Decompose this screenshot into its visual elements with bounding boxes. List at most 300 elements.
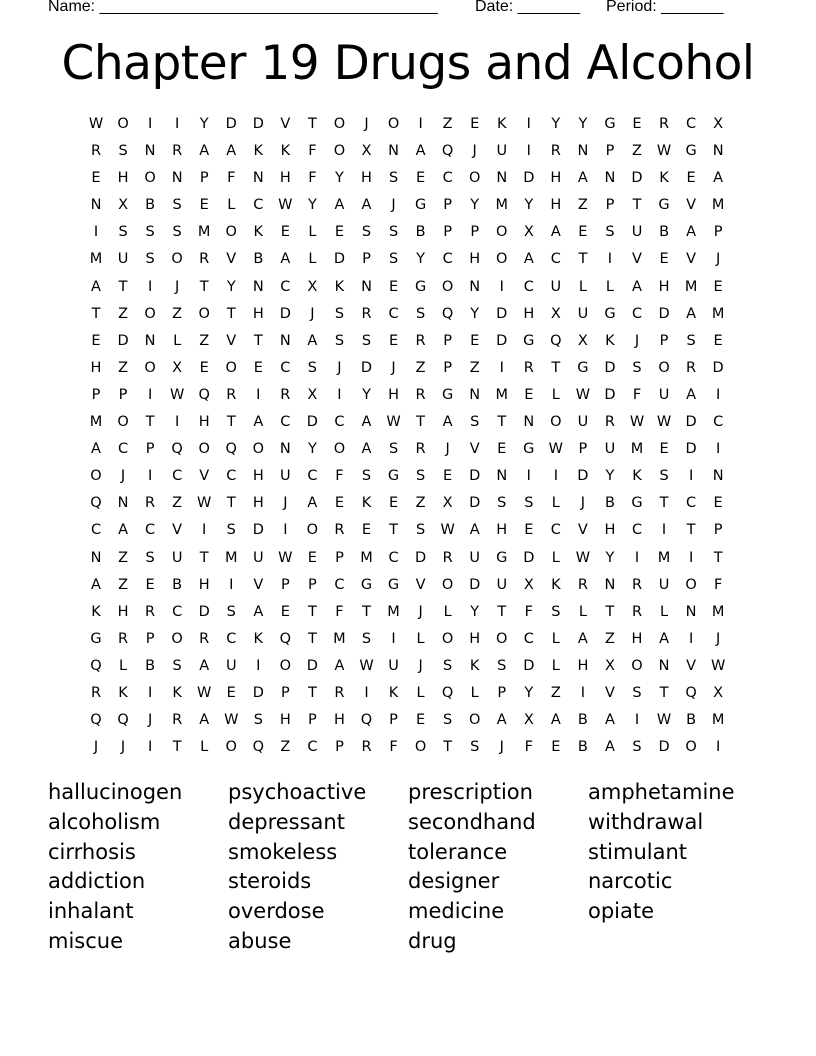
grid-letter: N bbox=[496, 170, 508, 187]
grid-letter: F bbox=[308, 143, 317, 160]
grid-letter: E bbox=[91, 332, 101, 349]
grid-row bbox=[84, 734, 744, 761]
grid-letter: O bbox=[387, 116, 400, 132]
grid-letter: I bbox=[634, 712, 640, 729]
grid-letter: H bbox=[631, 630, 643, 647]
grid-letter: N bbox=[171, 170, 183, 187]
grid-letter: G bbox=[414, 278, 427, 295]
grid-letter: Q bbox=[441, 143, 454, 160]
grid-letter: T bbox=[686, 522, 696, 539]
grid-letter: Q bbox=[225, 441, 237, 458]
word-item: abuse bbox=[228, 928, 292, 953]
grid-letter: R bbox=[442, 549, 453, 566]
grid-letter: Z bbox=[118, 305, 129, 322]
grid-letter: P bbox=[578, 441, 588, 458]
grid-letter: P bbox=[118, 386, 128, 403]
grid-letter: C bbox=[226, 630, 237, 647]
grid-letter: U bbox=[252, 549, 264, 566]
grid-letter: O bbox=[171, 630, 183, 647]
grid-letter: K bbox=[253, 630, 264, 647]
grid-letter: I bbox=[607, 251, 613, 268]
grid-letter: S bbox=[334, 305, 345, 322]
grid-letter: M bbox=[197, 224, 211, 241]
grid-letter: P bbox=[497, 684, 507, 701]
grid-letter: J bbox=[499, 739, 504, 756]
grid-letter: V bbox=[604, 684, 615, 701]
grid-letter: C bbox=[523, 630, 534, 647]
grid-letter: P bbox=[443, 197, 453, 214]
grid-letter: T bbox=[362, 603, 371, 620]
grid-letter: X bbox=[604, 657, 615, 674]
grid-letter: L bbox=[173, 332, 182, 349]
grid-letter: U bbox=[550, 278, 562, 295]
grid-letter: T bbox=[226, 305, 236, 322]
grid-letter: N bbox=[90, 549, 102, 566]
grid-row bbox=[84, 274, 744, 301]
grid-letter: C bbox=[145, 522, 156, 539]
grid-letter: X bbox=[307, 278, 318, 295]
grid-letter: P bbox=[443, 332, 453, 349]
grid-letter: D bbox=[469, 576, 481, 593]
grid-letter: H bbox=[550, 170, 562, 187]
grid-letter: D bbox=[523, 657, 535, 674]
grid-letter: E bbox=[470, 116, 480, 132]
word-item: cirrhosis bbox=[48, 839, 136, 864]
grid-letter: B bbox=[577, 739, 588, 756]
grid-letter: E bbox=[470, 332, 480, 349]
grid-letter: S bbox=[172, 657, 182, 674]
grid-letter: J bbox=[716, 251, 721, 268]
grid-letter: O bbox=[117, 414, 129, 431]
grid-letter: E bbox=[686, 170, 696, 187]
grid-letter: S bbox=[361, 332, 372, 349]
grid-letter: M bbox=[684, 278, 698, 295]
grid-letter: I bbox=[526, 143, 531, 160]
grid-letter: O bbox=[631, 657, 643, 674]
grid-letter: Z bbox=[442, 116, 453, 132]
grid-letter: P bbox=[605, 143, 615, 160]
grid-letter: A bbox=[604, 712, 615, 729]
grid-letter: V bbox=[469, 441, 480, 458]
grid-letter: D bbox=[225, 116, 237, 132]
word-column bbox=[228, 778, 408, 957]
grid-letter: T bbox=[307, 684, 317, 701]
grid-row bbox=[84, 463, 744, 490]
grid-letter: M bbox=[89, 414, 103, 431]
grid-letter: Z bbox=[604, 630, 615, 647]
grid-letter: E bbox=[388, 278, 399, 295]
grid-letter: T bbox=[497, 603, 507, 620]
grid-letter: X bbox=[713, 684, 724, 701]
grid-letter: V bbox=[280, 116, 291, 132]
grid-letter: J bbox=[716, 630, 721, 647]
grid-letter: L bbox=[227, 197, 236, 214]
grid-letter: T bbox=[307, 603, 317, 620]
grid-letter: R bbox=[361, 305, 372, 322]
grid-letter: Z bbox=[469, 359, 480, 376]
grid-letter: E bbox=[659, 441, 669, 458]
grid-letter: T bbox=[551, 359, 561, 376]
word-item: addiction bbox=[48, 869, 146, 894]
grid-row bbox=[84, 436, 744, 463]
grid-letter: A bbox=[334, 197, 345, 214]
word-item: alcoholism bbox=[48, 809, 161, 834]
grid-letter: D bbox=[658, 305, 670, 322]
grid-letter: T bbox=[632, 197, 642, 214]
grid-letter: L bbox=[308, 224, 317, 241]
grid-letter: Z bbox=[550, 684, 561, 701]
grid-letter: P bbox=[335, 549, 344, 566]
grid-letter: O bbox=[333, 116, 346, 132]
grid-letter: A bbox=[686, 305, 697, 322]
grid-letter: C bbox=[523, 278, 534, 295]
grid-letter: A bbox=[334, 657, 345, 674]
grid-letter: C bbox=[226, 468, 237, 485]
grid-letter: O bbox=[144, 170, 156, 187]
grid-letter: P bbox=[145, 441, 155, 458]
grid-letter: Y bbox=[307, 441, 317, 458]
grid-letter: O bbox=[496, 224, 508, 241]
grid-letter: Q bbox=[279, 630, 292, 647]
grid-letter: C bbox=[334, 576, 345, 593]
grid-letter: C bbox=[280, 414, 291, 431]
grid-letter: K bbox=[253, 224, 264, 241]
grid-letter: T bbox=[226, 414, 236, 431]
grid-letter: E bbox=[416, 712, 426, 729]
grid-letter: E bbox=[280, 224, 290, 241]
grid-letter: I bbox=[418, 116, 423, 132]
grid-letter: A bbox=[659, 630, 669, 647]
grid-letter: S bbox=[226, 603, 236, 620]
grid-letter: S bbox=[443, 657, 453, 674]
grid-letter: O bbox=[225, 224, 237, 241]
grid-letter: I bbox=[202, 522, 207, 539]
grid-letter: C bbox=[117, 441, 129, 458]
grid-letter: Q bbox=[90, 657, 102, 674]
grid-letter: D bbox=[469, 468, 481, 485]
grid-letter: B bbox=[659, 224, 670, 241]
grid-letter: R bbox=[226, 386, 237, 403]
grid-letter: S bbox=[415, 522, 426, 539]
grid-letter: O bbox=[198, 441, 210, 458]
grid-letter: E bbox=[334, 495, 345, 512]
grid-letter: M bbox=[630, 441, 644, 458]
grid-letter: L bbox=[470, 684, 479, 701]
grid-letter: K bbox=[469, 657, 480, 674]
grid-letter: I bbox=[499, 359, 504, 376]
grid-letter: C bbox=[90, 522, 102, 539]
grid-letter: E bbox=[199, 197, 209, 214]
grid-letter: R bbox=[631, 603, 643, 620]
grid-letter: A bbox=[577, 170, 588, 187]
grid-letter: L bbox=[551, 630, 560, 647]
grid-letter: A bbox=[91, 278, 101, 295]
grid-letter: S bbox=[497, 495, 507, 512]
grid-letter: H bbox=[198, 576, 210, 593]
grid-letter: O bbox=[306, 522, 319, 539]
grid-letter: N bbox=[712, 468, 724, 485]
grid-letter: S bbox=[470, 414, 480, 431]
grid-letter: V bbox=[577, 522, 588, 539]
grid-letter: G bbox=[631, 495, 643, 512]
grid-letter: Y bbox=[199, 116, 209, 132]
grid-letter: D bbox=[117, 332, 129, 349]
grid-letter: Y bbox=[226, 278, 236, 295]
grid-letter: L bbox=[200, 739, 209, 756]
grid-letter: H bbox=[333, 712, 345, 729]
grid-letter: N bbox=[90, 197, 102, 214]
grid-letter: B bbox=[415, 224, 426, 241]
grid-letter: T bbox=[416, 414, 426, 431]
grid-letter: N bbox=[604, 576, 616, 593]
grid-letter: D bbox=[252, 522, 264, 539]
grid-letter: C bbox=[686, 495, 697, 512]
grid-letter: S bbox=[388, 441, 399, 458]
grid-letter: C bbox=[550, 251, 561, 268]
grid-letter: A bbox=[604, 739, 615, 756]
grid-letter: A bbox=[199, 657, 210, 674]
grid-letter: W bbox=[440, 522, 455, 539]
grid-letter: F bbox=[632, 386, 642, 403]
grid-letter: T bbox=[307, 116, 317, 132]
grid-letter: A bbox=[361, 197, 372, 214]
grid-letter: W bbox=[88, 116, 104, 132]
grid-letter: N bbox=[388, 143, 399, 160]
grid-letter: V bbox=[199, 468, 210, 485]
grid-letter: V bbox=[686, 251, 697, 268]
grid-letter: E bbox=[497, 441, 507, 458]
date-field[interactable]: Date: _______ bbox=[475, 0, 580, 15]
grid-letter: R bbox=[523, 359, 534, 376]
grid-letter: D bbox=[523, 170, 535, 187]
grid-letter: B bbox=[145, 197, 156, 214]
grid-letter: X bbox=[550, 305, 561, 322]
grid-letter: E bbox=[713, 332, 723, 349]
grid-letter: T bbox=[253, 332, 263, 349]
grid-letter: H bbox=[117, 603, 129, 620]
grid-letter: H bbox=[658, 278, 670, 295]
word-item: steroids bbox=[228, 869, 312, 894]
grid-letter: D bbox=[306, 414, 318, 431]
grid-row bbox=[84, 626, 744, 653]
grid-letter: V bbox=[686, 197, 697, 214]
grid-letter: W bbox=[656, 712, 672, 729]
name-field[interactable]: Name: ______________________________________ bbox=[48, 0, 438, 15]
grid-letter: V bbox=[172, 522, 183, 539]
grid-letter: I bbox=[229, 576, 234, 593]
grid-letter: J bbox=[147, 712, 153, 729]
grid-letter: I bbox=[688, 630, 694, 647]
grid-letter: H bbox=[550, 197, 562, 214]
grid-letter: D bbox=[279, 305, 291, 322]
grid-letter: A bbox=[199, 712, 210, 729]
grid-row bbox=[84, 111, 744, 138]
grid-letter: W bbox=[278, 197, 293, 214]
grid-letter: F bbox=[524, 739, 533, 756]
grid-letter: B bbox=[145, 657, 156, 674]
grid-letter: G bbox=[496, 549, 508, 566]
grid-letter: Y bbox=[605, 549, 615, 566]
grid-letter: I bbox=[147, 278, 153, 295]
grid-letter: B bbox=[577, 712, 588, 729]
grid-letter: Y bbox=[470, 603, 480, 620]
grid-letter: P bbox=[308, 576, 317, 593]
grid-letter: Y bbox=[524, 197, 534, 214]
grid-letter: J bbox=[283, 495, 288, 512]
grid-letter: S bbox=[145, 251, 155, 268]
grid-letter: S bbox=[443, 712, 453, 729]
grid-letter: T bbox=[605, 603, 615, 620]
grid-letter: L bbox=[578, 603, 587, 620]
grid-letter: Q bbox=[198, 386, 210, 403]
grid-letter: S bbox=[334, 332, 345, 349]
grid-letter: N bbox=[361, 278, 372, 295]
grid-letter: Y bbox=[578, 116, 588, 132]
grid-letter: T bbox=[199, 549, 209, 566]
grid-letter: U bbox=[658, 576, 670, 593]
grid-row bbox=[84, 409, 744, 436]
grid-letter: O bbox=[144, 305, 156, 322]
grid-letter: J bbox=[391, 197, 396, 214]
grid-letter: U bbox=[577, 305, 589, 322]
grid-letter: O bbox=[252, 441, 264, 458]
grid-letter: X bbox=[442, 495, 453, 512]
grid-letter: G bbox=[523, 441, 535, 458]
grid-letter: K bbox=[496, 116, 507, 132]
grid-letter: Y bbox=[524, 684, 534, 701]
grid-letter: R bbox=[334, 684, 345, 701]
grid-letter: T bbox=[443, 739, 453, 756]
grid-letter: F bbox=[335, 603, 344, 620]
grid-letter: A bbox=[361, 441, 372, 458]
grid-letter: C bbox=[686, 116, 697, 132]
grid-letter: I bbox=[553, 468, 558, 485]
grid-letter: S bbox=[226, 522, 236, 539]
grid-letter: O bbox=[171, 251, 183, 268]
grid-letter: O bbox=[441, 278, 454, 295]
grid-letter: A bbox=[686, 224, 697, 241]
grid-letter: A bbox=[307, 332, 318, 349]
grid-letter: P bbox=[308, 712, 317, 729]
grid-letter: J bbox=[472, 143, 477, 160]
grid-letter: L bbox=[443, 603, 452, 620]
grid-letter: N bbox=[252, 170, 264, 187]
grid-letter: N bbox=[577, 143, 589, 160]
grid-letter: C bbox=[307, 739, 318, 756]
grid-letter: B bbox=[172, 576, 183, 593]
grid-letter: J bbox=[120, 739, 126, 756]
grid-letter: Y bbox=[551, 116, 561, 132]
grid-letter: I bbox=[147, 468, 153, 485]
grid-letter: H bbox=[252, 305, 264, 322]
grid-letter: K bbox=[172, 684, 182, 701]
grid-letter: A bbox=[442, 414, 453, 431]
grid-letter: T bbox=[497, 414, 507, 431]
grid-letter: A bbox=[469, 522, 480, 539]
period-field[interactable]: Period: _______ bbox=[606, 0, 724, 15]
grid-letter: J bbox=[120, 468, 126, 485]
grid-row bbox=[84, 165, 744, 192]
word-column bbox=[408, 778, 588, 957]
grid-letter: I bbox=[364, 684, 369, 701]
grid-letter: H bbox=[90, 359, 102, 376]
grid-letter: D bbox=[604, 359, 616, 376]
grid-letter: V bbox=[632, 251, 642, 268]
grid-letter: Y bbox=[335, 170, 344, 187]
grid-letter: R bbox=[172, 143, 183, 160]
grid-letter: A bbox=[253, 603, 264, 620]
grid-letter: T bbox=[659, 495, 669, 512]
grid-letter: S bbox=[253, 712, 263, 729]
grid-letter: P bbox=[362, 251, 371, 268]
grid-letter: O bbox=[496, 630, 508, 647]
grid-letter: J bbox=[391, 359, 396, 376]
grid-letter: I bbox=[175, 116, 180, 132]
grid-letter: H bbox=[577, 657, 589, 674]
grid-letter: S bbox=[605, 224, 615, 241]
grid-letter: Y bbox=[416, 251, 426, 268]
grid-letter: W bbox=[710, 657, 726, 674]
grid-letter: X bbox=[523, 712, 534, 729]
grid-letter: V bbox=[686, 657, 697, 674]
grid-letter: G bbox=[604, 116, 616, 132]
grid-letter: P bbox=[280, 576, 290, 593]
grid-row bbox=[84, 680, 744, 707]
grid-letter: Q bbox=[90, 712, 102, 729]
grid-letter: E bbox=[388, 332, 399, 349]
grid-letter: D bbox=[577, 468, 589, 485]
grid-letter: T bbox=[199, 278, 209, 295]
grid-letter: E bbox=[334, 224, 345, 241]
grid-letter: R bbox=[361, 739, 372, 756]
grid-letter: I bbox=[580, 684, 586, 701]
grid-row bbox=[84, 517, 744, 544]
grid-letter: O bbox=[468, 170, 481, 187]
grid-letter: S bbox=[388, 251, 399, 268]
grid-letter: E bbox=[713, 278, 723, 295]
grid-letter: H bbox=[252, 468, 264, 485]
grid-letter: K bbox=[91, 603, 101, 620]
grid-letter: H bbox=[198, 414, 210, 431]
grid-letter: T bbox=[172, 739, 182, 756]
grid-letter: Z bbox=[577, 197, 588, 214]
grid-letter: A bbox=[118, 522, 128, 539]
grid-letter: C bbox=[550, 522, 561, 539]
grid-row bbox=[84, 707, 744, 734]
grid-letter: X bbox=[118, 197, 129, 214]
grid-letter: Q bbox=[117, 712, 129, 729]
grid-letter: J bbox=[418, 657, 423, 674]
grid-letter: E bbox=[632, 116, 642, 132]
grid-letter: U bbox=[577, 414, 589, 431]
grid-letter: Z bbox=[118, 576, 129, 593]
grid-letter: J bbox=[93, 739, 99, 756]
grid-letter: N bbox=[117, 495, 129, 512]
grid-letter: U bbox=[388, 657, 399, 674]
grid-letter: O bbox=[441, 630, 454, 647]
grid-letter: V bbox=[226, 332, 237, 349]
grid-letter: G bbox=[523, 332, 535, 349]
grid-letter: E bbox=[361, 522, 372, 539]
grid-letter: D bbox=[198, 603, 210, 620]
grid-letter: G bbox=[577, 359, 589, 376]
grid-letter: S bbox=[632, 684, 642, 701]
grid-letter: L bbox=[551, 495, 560, 512]
grid-letter: Z bbox=[199, 332, 210, 349]
grid-letter: Z bbox=[415, 495, 426, 512]
grid-letter: P bbox=[91, 386, 101, 403]
grid-letter: W bbox=[197, 495, 212, 512]
